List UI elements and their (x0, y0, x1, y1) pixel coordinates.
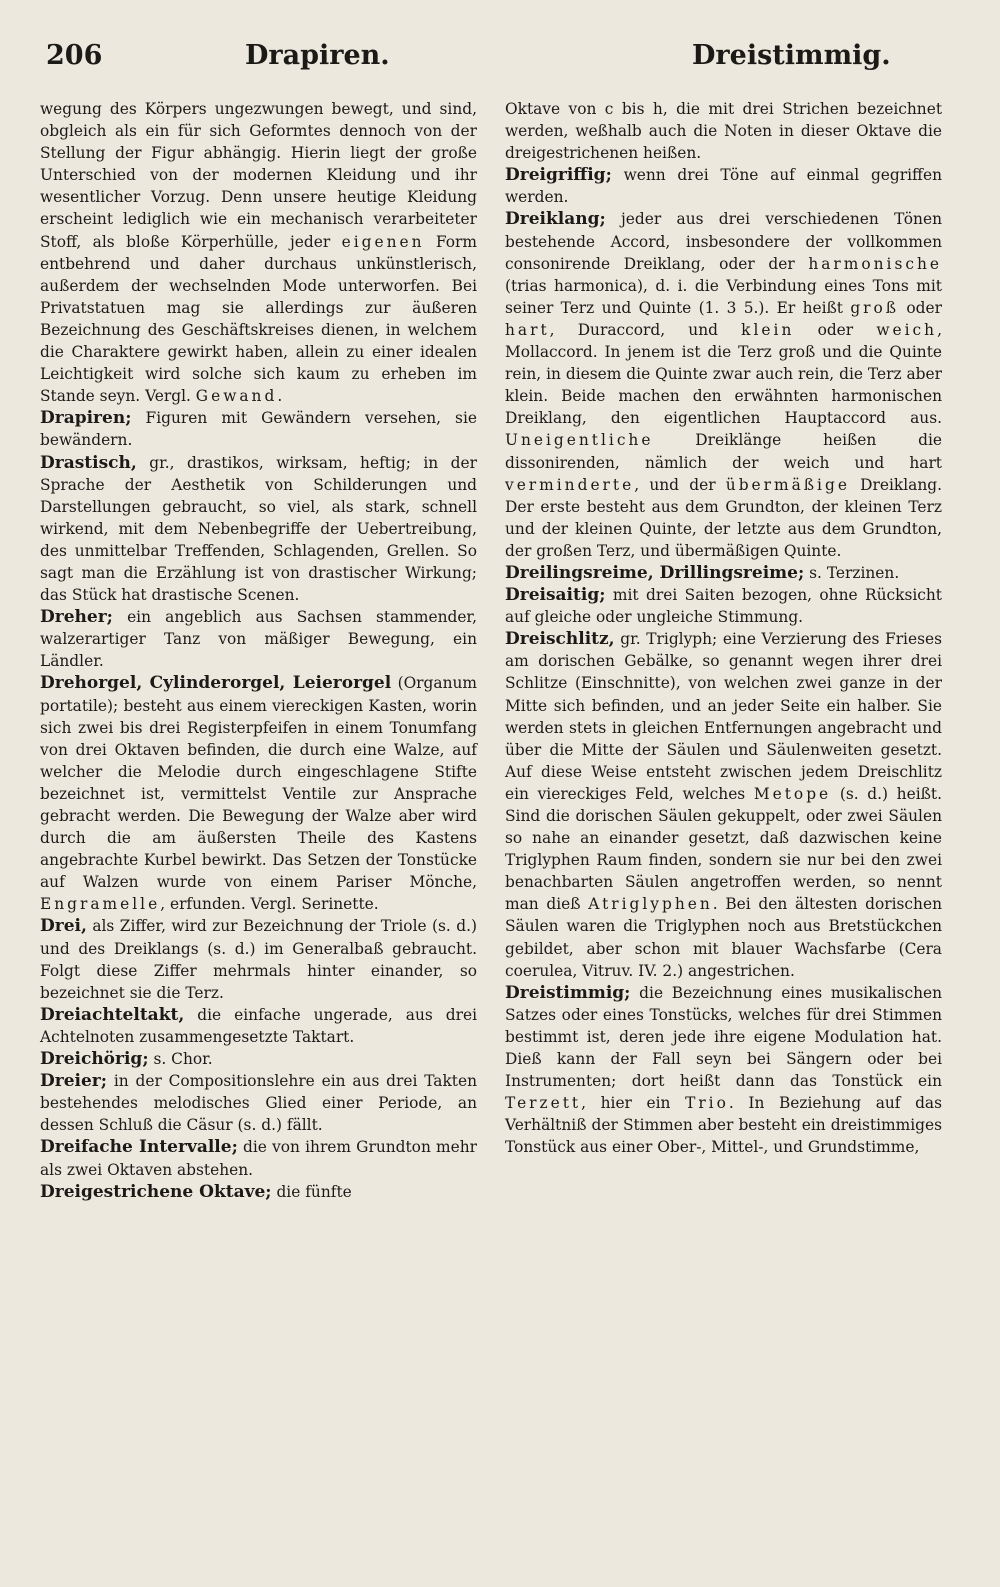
headword: Dreher; (40, 607, 113, 628)
entry-dreigestrichene-oktave: Dreigestrichene Oktave; die fünfte (40, 1181, 352, 1202)
cross-reference: Gewand. (195, 387, 286, 406)
headword: Dreilingsreime, Drillingsreime; (505, 562, 805, 583)
entry-dreischlitz: Dreischlitz, gr. Triglyph; eine Verzierung des Frieses am dorischen Gebälke, so genannt wegen ihrer drei Schlitze (Einschnitte), von welchen zwei ganze in der Mitte sich befinden, und an jeder Seite ein halber. Sie werden stets in gleichen Entfernungen angebracht und über die Mitte der Säulen und Säulenweiten gesetzt. Auf diese Weise entsteht zwischen jedem Dreischlitz ein viereckiges Feld, welches Metope (s. d.) heißt. Sind die dorischen Säulen gekuppelt, oder zwei Säulen so nahe an einander gesetzt, daß dazwischen keine Triglyphen Raum finden, sondern sie nur bei den zwei benachbarten Säulen angetroffen werden, so nennt man dieß Atriglyphen. Bei den ältesten dorischen Säulen waren die Triglyphen noch aus Bretstückchen gebildet, aber schon mit blauer Wachsfarbe (Cera coerulea, Vitruv. IV. 2.) angestrichen. (505, 629, 942, 980)
entry-dreilingsreime: Dreilingsreime, Drillingsreime; s. Terzinen. (505, 562, 900, 583)
headword: Drehorgel, Cylinderorgel, Leierorgel (40, 673, 392, 694)
right-column (505, 98, 942, 1203)
entry-drei: Drei, als Ziffer, wird zur Bezeichnung der Triole (s. d.) und des Dreiklangs (s. d.) im Generalbaß gebraucht. Folgt diese Ziffer mehrmals hinter einander, so bezeichnet sie die Terz. (40, 916, 477, 1002)
left-column (40, 98, 477, 1203)
entry-dreiachteltakt: Dreiachteltakt, die einfache ungerade, aus drei Achtelnoten zusammengesetzte Taktart. (40, 1004, 477, 1046)
headword: Drei, (40, 916, 87, 937)
entry-dreifache-intervalle: Dreifache Intervalle; die von ihrem Grundton mehr als zwei Oktaven abstehen. (40, 1137, 477, 1179)
headword: Dreisaitig; (505, 585, 606, 606)
headword: Drastisch, (40, 452, 137, 473)
headword: Dreistimmig; (505, 982, 631, 1003)
headword: Dreichörig; (40, 1049, 149, 1070)
page-number: 206 (46, 40, 103, 71)
entry-dreisaitig: Dreisaitig; mit drei Saiten bezogen, ohne Rücksicht auf gleiche oder ungleiche Stimmung. (505, 585, 942, 627)
text-columns (40, 98, 942, 1203)
entry-drehorgel: Drehorgel, Cylinderorgel, Leierorgel (Organum portatile); besteht aus einem viereckigen Kasten, worin sich zwei bis drei Registerpfeifen in einem Tonumfang von drei Oktaven befinden, die durch eine Walze, auf welcher die Melodie durch eingeschlagene Stifte bezeichnet ist, vermittelst Ventile zur Ansprache gebracht werden. Die Bewegung der Walze aber wird durch die am äußersten Theile des Kastens angebrachte Kurbel bewirkt. Das Setzen der Tonstücke auf Walzen wurde von einem Pariser Mönche, Engramelle, erfunden. Vergl. Serinette. (40, 673, 477, 914)
headword: Dreigestrichene Oktave; (40, 1181, 272, 1202)
entry-dreigriffig: Dreigriffig; wenn drei Töne auf einmal gegriffen werden. (505, 165, 942, 207)
continued-paragraph: wegung des Körpers ungezwungen bewegt, und sind, obgleich als ein für sich Geformtes dennoch von der Stellung der Figur abhängig. Hierin liegt der große Unterschied von der modernen Kleidung und ihr wesentlicher Vorzug. Denn unsere heutige Kleidung erscheint lediglich wie ein mechanisch verarbeiteter Stoff, als bloße Körperhülle, jeder eigenen Form entbehrend und daher durchaus unkünstlerisch, außerdem der wechselnden Mode unterworfen. Bei Privatstatuen mag sie allerdings zur äußeren Bezeichnung des Geschäftskreises dienen, in welchem die Charaktere gewirkt haben, allein zu einer idealen Leichtigkeit wird solche sich kaum zu erheben im Stande seyn. Vergl. Gewand. (40, 100, 477, 406)
entry-dreher: Dreher; ein angeblich aus Sachsen stammender, walzerartiger Tanz von mäßiger Bewegung, ein Ländler. (40, 607, 477, 671)
headword: Dreigriffig; (505, 165, 612, 186)
headword: Drapiren; (40, 408, 132, 429)
headword: Dreifache Intervalle; (40, 1137, 238, 1158)
entry-dreier: Dreier; in der Compositionslehre ein aus drei Takten bestehendes melodisches Glied einer Periode, an dessen Schluß die Cäsur (s. d.) fällt. (40, 1071, 477, 1135)
entry-drapiren: Drapiren; Figuren mit Gewändern versehen, sie bewändern. (40, 408, 477, 450)
header-left-word: Drapiren. (245, 40, 390, 71)
headword: Dreiklang; (505, 209, 606, 230)
continued-paragraph: Oktave von c bis h, die mit drei Strichen bezeichnet werden, weßhalb auch die Noten in dieser Oktave die dreigestrichenen heißen. (505, 100, 942, 163)
header-right-word: Dreistimmig. (692, 40, 891, 71)
headword: Dreiachteltakt, (40, 1004, 185, 1025)
headword: Dreischlitz, (505, 629, 615, 650)
entry-dreichoerig: Dreichörig; s. Chor. (40, 1049, 213, 1070)
running-header (40, 40, 942, 98)
entry-dreistimmig: Dreistimmig; die Bezeichnung eines musikalischen Satzes oder eines Tonstücks, welches für drei Stimmen bestimmt ist, deren jede ihre eigene Modulation hat. Dieß kann der Fall seyn bei Sängern oder bei Instrumenten; dort heißt dann das Tonstück ein Terzett, hier ein Trio. In Beziehung auf das Verhältniß der Stimmen aber besteht ein dreistimmiges Tonstück aus einer Ober-, Mittel-, und Grundstimme, (505, 982, 943, 1157)
entry-dreiklang: Dreiklang; jeder aus drei verschiedenen Tönen bestehende Accord, insbesondere der vollkommen consonirende Dreiklang, oder der harmonische (trias harmonica), d. i. die Verbindung eines Tons mit seiner Terz und Quinte (1. 3 5.). Er heißt groß oder hart, Duraccord, und klein oder weich, Mollaccord. In jenem ist die Terz groß und die Quinte rein, in diesem die Quinte zwar auch rein, die Terz aber klein. Beide machen den erwähnten harmonischen Dreiklang, den eigentlichen Hauptaccord aus. Uneigentliche Dreiklänge heißen die dissonirenden, nämlich der weich und hart verminderte, und der übermäßige Dreiklang. Der erste besteht aus dem Grundton, der kleinen Terz und der kleinen Quinte, der letzte aus dem Grundton, der großen Terz, und übermäßigen Quinte. (505, 209, 942, 560)
headword: Dreier; (40, 1071, 108, 1092)
entry-drastisch: Drastisch, gr., drastikos, wirksam, heftig; in der Sprache der Aesthetik von Schilderungen und Darstellungen gebraucht, so viel, als stark, schnell wirkend, mit dem Nebenbegriffe der Uebertreibung, des unmittelbar Treffenden, Schlagenden, Grellen. So sagt man die Erzählung ist von drastischer Wirkung; das Stück hat drastische Scenen. (40, 452, 477, 605)
